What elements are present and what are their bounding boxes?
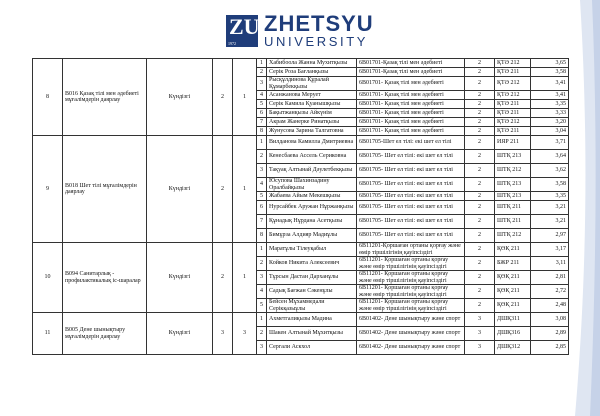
logo-word-university: UNIVERSITY <box>264 34 369 49</box>
specialty-cell: 6В01402- Дене шынықтыру және спорт <box>357 327 465 341</box>
gpa-cell: 3,35 <box>531 100 569 109</box>
course-year-cell: 2 <box>465 201 495 215</box>
student-name-cell: Шакен Алтынай Мұхитқызы <box>267 327 357 341</box>
row-number-cell: 8 <box>257 127 267 136</box>
course-year-cell: 2 <box>465 257 495 271</box>
row-number-cell: 8 <box>257 229 267 243</box>
student-name-cell: Нурсайбек Аружан Нұржанқызы <box>267 201 357 215</box>
group-code-cell: ШТҚ 211 <box>495 215 531 229</box>
student-name-cell: Юсупова Шахинзадину Оралбайқызы <box>267 178 357 192</box>
row-number-cell: 3 <box>257 341 267 355</box>
specialty-cell: 6В11201- Қоршаған ортаны қорғау және өмір тіршілігінің қауіпсіздігі <box>357 271 465 285</box>
row-number-cell: 4 <box>257 285 267 299</box>
group-code-cell: ДШҚ316 <box>495 327 531 341</box>
student-name-cell: Тұрсын Дастан Дарханұлы <box>267 271 357 285</box>
table-row <box>33 59 569 68</box>
row-number-cell: 5 <box>257 299 267 313</box>
gpa-cell: 2,85 <box>531 341 569 355</box>
row-number-cell: 1 <box>257 243 267 257</box>
group-code-cell: БЖР 211 <box>495 257 531 271</box>
group-number-cell: 9 <box>33 136 63 243</box>
specialty-cell: 6В01705- Шет ел тілі: екі шет ел тілі <box>357 201 465 215</box>
count-a-cell: 2 <box>213 59 233 136</box>
group-code-cell: ҚТӘ 212 <box>495 91 531 100</box>
program-cell: В018 Шет тілі мұғалімдерін даярлау <box>63 136 147 243</box>
page-header <box>0 0 600 56</box>
table-row <box>33 243 569 257</box>
student-name-cell: Кенесбаева Ассель Сериковна <box>267 150 357 164</box>
specialty-cell: 6В01705- Шет ел тілі: екі шет ел тілі <box>357 178 465 192</box>
course-year-cell: 2 <box>465 215 495 229</box>
group-code-cell: ДШҚ312 <box>495 341 531 355</box>
group-code-cell: ҚТӘ 212 <box>495 118 531 127</box>
specialty-cell: 6В01701- Қазақ тілі мен әдебиеті <box>357 118 465 127</box>
gpa-cell: 2,72 <box>531 285 569 299</box>
course-year-cell: 2 <box>465 59 495 68</box>
table-row <box>33 313 569 327</box>
course-year-cell: 2 <box>465 118 495 127</box>
program-cell: В005 Дене шынықтыру мұғалімдерін даярлау <box>63 313 147 355</box>
specialty-cell: 6В01701- Қазақ тілі мен әдебиеті <box>357 127 465 136</box>
specialty-cell: 6В01705- Шет ел тілі: екі шет ел тілі <box>357 215 465 229</box>
gpa-cell: 2,89 <box>531 327 569 341</box>
row-number-cell: 2 <box>257 257 267 271</box>
group-code-cell: ҚӨҚ 211 <box>495 271 531 285</box>
group-code-cell: ШТҚ 213 <box>495 150 531 164</box>
student-name-cell: Садық Бағжан Сәкенұлы <box>267 285 357 299</box>
row-number-cell: 6 <box>257 201 267 215</box>
course-year-cell: 2 <box>465 271 495 285</box>
gpa-cell: 3,62 <box>531 164 569 178</box>
gpa-cell: 3,11 <box>531 257 569 271</box>
student-name-cell: Сергали Аскхол <box>267 341 357 355</box>
gpa-cell: 3,71 <box>531 136 569 150</box>
group-code-cell: ШТҚ 212 <box>495 164 531 178</box>
gpa-cell: 2,97 <box>531 229 569 243</box>
course-year-cell: 2 <box>465 150 495 164</box>
course-year-cell: 2 <box>465 100 495 109</box>
row-number-cell: 5 <box>257 192 267 201</box>
student-name-cell: Хабибоола Жанна Мухитқызы <box>267 59 357 68</box>
university-logo-icon <box>226 15 258 47</box>
row-number-cell: 1 <box>257 313 267 327</box>
group-code-cell: ҚТӘ 211 <box>495 68 531 77</box>
group-code-cell: ҚТӘ 211 <box>495 100 531 109</box>
gpa-cell: 3,08 <box>531 313 569 327</box>
row-number-cell: 6 <box>257 109 267 118</box>
course-year-cell: 2 <box>465 68 495 77</box>
program-cell: В094 Санитарлық - профилактикалық іс-шаралар <box>63 243 147 313</box>
group-code-cell: ШТҚ 213 <box>495 178 531 192</box>
gpa-cell: 3,65 <box>531 59 569 68</box>
student-name-cell: Жабаева Айым Мекешқызы <box>267 192 357 201</box>
group-code-cell: ҚӨҚ 211 <box>495 285 531 299</box>
count-b-cell: 3 <box>233 313 257 355</box>
student-name-cell: Тақуақ Алтынай Дәулетбекқызы <box>267 164 357 178</box>
course-year-cell: 2 <box>465 243 495 257</box>
row-number-cell: 2 <box>257 327 267 341</box>
count-b-cell: 1 <box>233 59 257 136</box>
specialty-cell: 6В01402- Дене шынықтыру және спорт <box>357 341 465 355</box>
course-year-cell: 2 <box>465 285 495 299</box>
row-number-cell: 7 <box>257 215 267 229</box>
students-table <box>32 58 569 355</box>
course-year-cell: 2 <box>465 77 495 91</box>
group-code-cell: ҚТӘ 211 <box>495 127 531 136</box>
specialty-cell: 6В01705- Шет ел тілі: екі шет ел тілі <box>357 150 465 164</box>
course-year-cell: 2 <box>465 91 495 100</box>
logo-word-zhetsyu: ZHETSYU <box>264 11 374 36</box>
student-name-cell: Маратұлы Тілеуқабыл <box>267 243 357 257</box>
gpa-cell: 3,41 <box>531 91 569 100</box>
course-year-cell: 2 <box>465 299 495 313</box>
group-code-cell: ИЯР 211 <box>495 136 531 150</box>
student-name-cell: Бимұрза Алдияр Мадиұлы <box>267 229 357 243</box>
group-code-cell: ҚӨҚ 211 <box>495 243 531 257</box>
specialty-cell: 6В01705- Шет ел тілі: екі шет ел тілі <box>357 192 465 201</box>
course-year-cell: 2 <box>465 192 495 201</box>
row-number-cell: 3 <box>257 164 267 178</box>
student-name-cell: Вилданова Камилла Дмитриевна <box>267 136 357 150</box>
gpa-cell: 3,58 <box>531 178 569 192</box>
student-name-cell: Асанжанова Мерует <box>267 91 357 100</box>
specialty-cell: 6В11201-Қоршаған ортаны қорғау және өмір тіршілігінің қауіпсіздігі <box>357 243 465 257</box>
specialty-cell: 6В11201- Қоршаған ортаны қорғау және өмір тіршілігінің қауіпсіздігі <box>357 299 465 313</box>
group-code-cell: ШТҚ 212 <box>495 229 531 243</box>
row-number-cell: 4 <box>257 91 267 100</box>
specialty-cell: 6В01701- Қазақ тілі мен әдебиеті <box>357 109 465 118</box>
row-number-cell: 1 <box>257 59 267 68</box>
student-name-cell: Ахметгалиқызы Мадина <box>267 313 357 327</box>
specialty-cell: 6В01705-Шет ел тілі: екі шет ел тілі <box>357 136 465 150</box>
student-name-cell: Рысқұлдинова Құралай Құмарбекқызы <box>267 77 357 91</box>
student-name-cell: Жунусова Зарина Талгатовна <box>267 127 357 136</box>
course-year-cell: 2 <box>465 136 495 150</box>
gpa-cell: 3,58 <box>531 68 569 77</box>
row-number-cell: 3 <box>257 271 267 285</box>
specialty-cell: 6В01701-Қазақ тілі мен әдебиеті <box>357 59 465 68</box>
course-year-cell: 2 <box>465 109 495 118</box>
course-year-cell: 2 <box>465 229 495 243</box>
course-year-cell: 3 <box>465 313 495 327</box>
gpa-cell: 3,35 <box>531 192 569 201</box>
row-number-cell: 2 <box>257 68 267 77</box>
gpa-cell: 3,04 <box>531 127 569 136</box>
specialty-cell: 6В01701- Қазақ тілі мен әдебиеті <box>357 91 465 100</box>
row-number-cell: 1 <box>257 136 267 150</box>
group-code-cell: ШТҚ 213 <box>495 192 531 201</box>
group-number-cell: 10 <box>33 243 63 313</box>
gpa-cell: 3,17 <box>531 243 569 257</box>
course-year-cell: 3 <box>465 341 495 355</box>
group-code-cell: ҚТӘ 211 <box>495 109 531 118</box>
student-name-cell: Бақытжанқызы Айкүнім <box>267 109 357 118</box>
specialty-cell: 6В01705- Шет ел тілі: екі шет ел тілі <box>357 229 465 243</box>
study-form-cell: Күндізгі <box>147 59 213 136</box>
group-code-cell: ҚТӘ 212 <box>495 59 531 68</box>
count-a-cell: 2 <box>213 243 233 313</box>
specialty-cell: 6В01701-Қазақ тілі мен әдебиеті <box>357 68 465 77</box>
course-year-cell: 2 <box>465 178 495 192</box>
group-code-cell: ШТҚ 211 <box>495 201 531 215</box>
course-year-cell: 2 <box>465 127 495 136</box>
student-name-cell: Бейсен Мұхаммедали Серікқазыұлы <box>267 299 357 313</box>
gpa-cell: 3,21 <box>531 215 569 229</box>
row-number-cell: 3 <box>257 77 267 91</box>
group-number-cell: 8 <box>33 59 63 136</box>
student-name-cell: Акрам Жанерке Ринатқызы <box>267 118 357 127</box>
count-a-cell: 2 <box>213 136 233 243</box>
course-year-cell: 2 <box>465 164 495 178</box>
group-number-cell: 11 <box>33 313 63 355</box>
row-number-cell: 4 <box>257 178 267 192</box>
gpa-cell: 3,33 <box>531 109 569 118</box>
gpa-cell: 3,64 <box>531 150 569 164</box>
group-code-cell: ҚӨҚ 211 <box>495 299 531 313</box>
study-form-cell: Күндізгі <box>147 243 213 313</box>
count-b-cell: 1 <box>233 243 257 313</box>
gpa-cell: 3,41 <box>531 77 569 91</box>
student-name-cell: Серік Роза Бағланқызы <box>267 68 357 77</box>
count-b-cell: 1 <box>233 136 257 243</box>
count-a-cell: 3 <box>213 313 233 355</box>
logo-mark-text: ZU <box>229 14 260 39</box>
specialty-cell: 6В01402- Дене шынықтыру және спорт <box>357 313 465 327</box>
student-name-cell: Серік Камила Қуанышқызы <box>267 100 357 109</box>
specialty-cell: 6В11201- Қоршаған ортаны қорғау және өмір тіршілігінің қауіпсіздігі <box>357 285 465 299</box>
logo-year: 1972 <box>228 41 236 46</box>
study-form-cell: Күндізгі <box>147 136 213 243</box>
program-cell: B016 Қазақ тілі мен әдебиеті мұғалімдерін даярлау <box>63 59 147 136</box>
specialty-cell: 6В11201- Қоршаған ортаны қорғау және өмір тіршілігінің қауіпсіздігі <box>357 257 465 271</box>
gpa-cell: 3,21 <box>531 201 569 215</box>
group-code-cell: ДШҚ311 <box>495 313 531 327</box>
specialty-cell: 6В01701- Қазақ тілі мен әдебиеті <box>357 77 465 91</box>
group-code-cell: ҚТӘ 212 <box>495 77 531 91</box>
row-number-cell: 2 <box>257 150 267 164</box>
specialty-cell: 6В01705- Шет ел тілі: екі шет ел тілі <box>357 164 465 178</box>
student-name-cell: Құнадық Нұрдана Асетқызы <box>267 215 357 229</box>
row-number-cell: 7 <box>257 118 267 127</box>
specialty-cell: 6В01701- Қазақ тілі мен әдебиеті <box>357 100 465 109</box>
gpa-cell: 2,81 <box>531 271 569 285</box>
table-row <box>33 136 569 150</box>
study-form-cell: Күндізгі <box>147 313 213 355</box>
gpa-cell: 3,20 <box>531 118 569 127</box>
student-name-cell: Койков Никита Алексеевич <box>267 257 357 271</box>
course-year-cell: 3 <box>465 327 495 341</box>
gpa-cell: 2,48 <box>531 299 569 313</box>
row-number-cell: 5 <box>257 100 267 109</box>
